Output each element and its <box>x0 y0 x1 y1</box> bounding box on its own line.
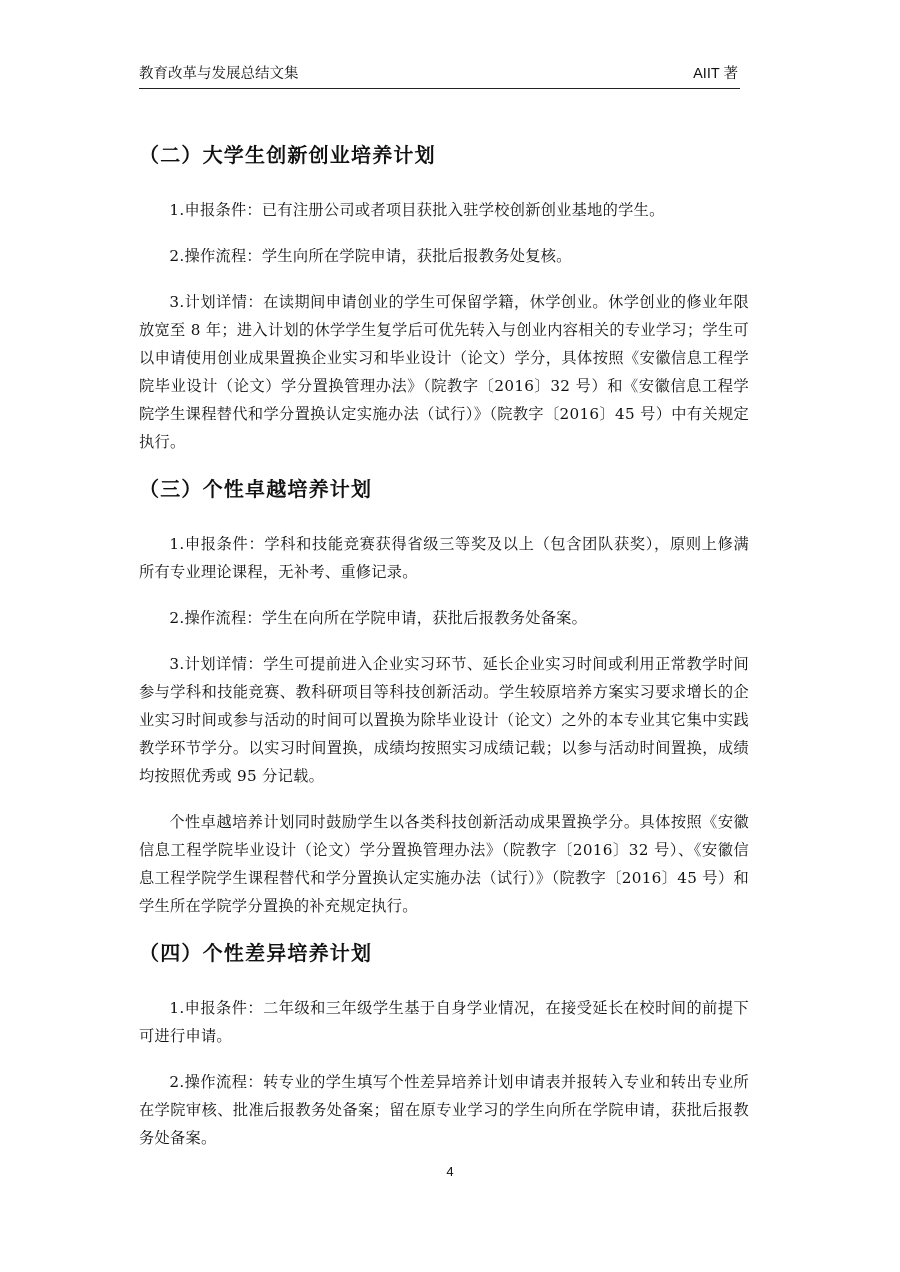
section-individual-excellence <box>139 474 749 920</box>
header-author: AIIT 著 <box>693 66 738 82</box>
header-collection-title: 教育改革与发展总结文集 <box>139 66 299 82</box>
paragraph: 1.申报条件：已有注册公司或者项目获批入驻学校创新创业基地的学生。 <box>169 201 665 219</box>
paragraph: 2.操作流程：转专业的学生填写个性差异培养计划申请表并报转入专业和转出专业所在学院审核、批准后报教务处备案；留在原专业学习的学生向所在学院申请，获批后报教务处备案。 <box>139 1073 749 1147</box>
section-title: （三）个性卓越培养计划 <box>139 477 373 501</box>
paragraph: 1.申报条件：二年级和三年级学生基于自身学业情况，在接受延长在校时间的前提下可进行申请。 <box>139 999 749 1045</box>
paragraph: 1.申报条件：学科和技能竞赛获得省级三等奖及以上（包含团队获奖），原则上修满所有专业理论课程，无补考、重修记录。 <box>139 535 749 581</box>
page-header <box>139 62 740 89</box>
section-innovation-entrepreneurship <box>139 140 749 456</box>
page-number: 4 <box>446 1164 454 1179</box>
paragraph: 2.操作流程：学生向所在学院申请，获批后报教务处复核。 <box>169 247 572 265</box>
section-title: （二）大学生创新创业培养计划 <box>139 143 436 167</box>
paragraph: 3.计划详情：在读期间申请创业的学生可保留学籍，休学创业。休学创业的修业年限放宽至 8 年；进入计划的休学学生复学后可优先转入与创业内容相关的专业学习；学生可以申请使用创业成果置换企业实习和毕业设计（论文）学分，具体按照《安徽信息工程学院毕业设计（论文）学分置换管理办法》（院教字〔2016〕32 号）和《安徽信息工程学院学生课程替代和学分置换认定实施办法（试行）》（院教字〔2016〕45 号）中有关规定执行。 <box>139 293 749 451</box>
section-title: （四）个性差异培养计划 <box>139 941 373 965</box>
section-individual-difference <box>139 938 749 1152</box>
document-body <box>139 140 749 1170</box>
paragraph: 3.计划详情：学生可提前进入企业实习环节、延长企业实习时间或利用正常教学时间参与学科和技能竞赛、教科研项目等科技创新活动。学生较原培养方案实习要求增长的企业实习时间或参与活动的时间可以置换为除毕业设计（论文）之外的本专业其它集中实践教学环节学分。以实习时间置换，成绩均按照实习成绩记载；以参与活动时间置换，成绩均按照优秀或 95 分记载。 <box>139 655 749 785</box>
paragraph: 个性卓越培养计划同时鼓励学生以各类科技创新活动成果置换学分。具体按照《安徽信息工程学院毕业设计（论文）学分置换管理办法》（院教字〔2016〕32 号）、《安徽信息工程学院学生课程替代和学分置换认定实施办法（试行）》（院教字〔2016〕45 号）和学生所在学院学分置换的补充规定执行。 <box>139 813 749 915</box>
paragraph: 2.操作流程：学生在向所在学院申请，获批后报教务处备案。 <box>169 609 588 627</box>
